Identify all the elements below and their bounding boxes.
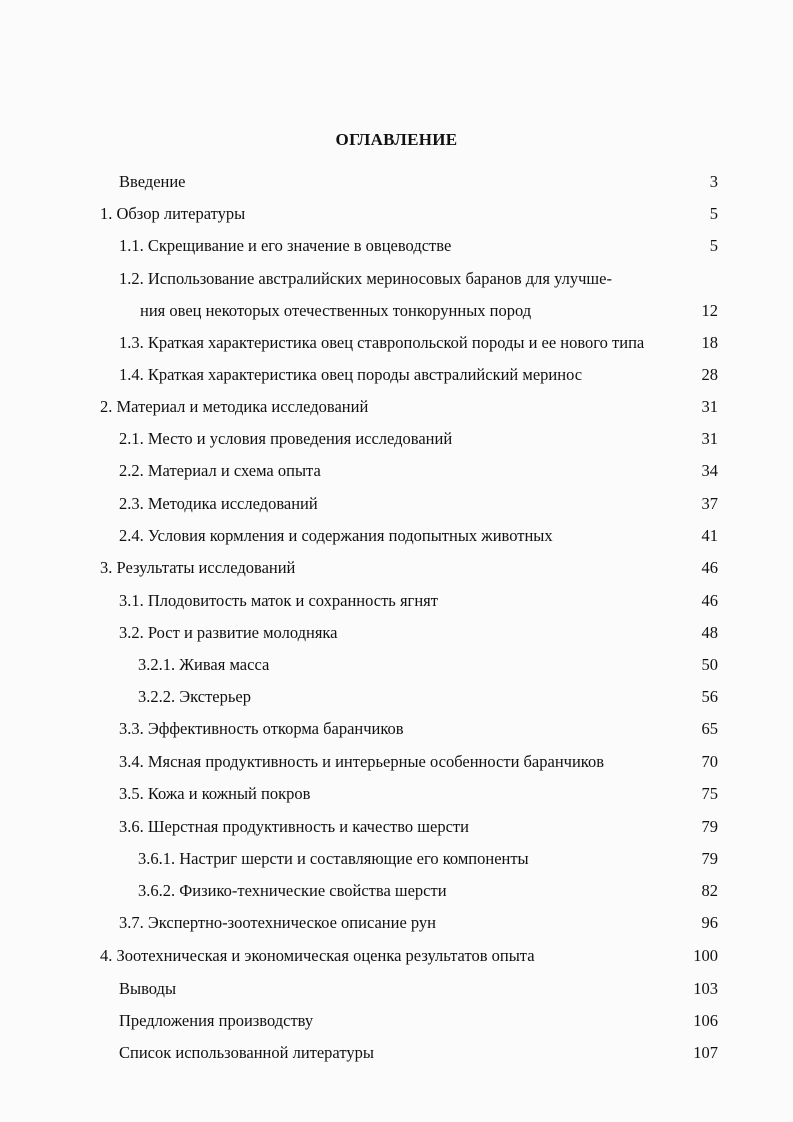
toc-entry-label: 2.4. Условия кормления и содержания подопытных животных (119, 526, 553, 545)
toc-entry (0, 423, 793, 455)
toc-entry (0, 230, 793, 262)
toc-entry-label: 2.2. Материал и схема опыта (119, 461, 321, 480)
toc-entry (0, 681, 793, 713)
toc-entry-label: 3.6.2. Физико-технические свойства шерсти (138, 881, 447, 900)
toc-entry-label: 2.3. Методика исследований (119, 494, 318, 513)
toc-entry-page: 75 (701, 784, 718, 803)
toc-entry-label: 2.1. Место и условия проведения исследований (119, 429, 453, 448)
toc-entry-label: 1.3. Краткая характеристика овец ставропольской породы и ее нового типа (119, 333, 645, 352)
toc-entry-page: 3 (709, 172, 718, 191)
toc-entry-page: 107 (693, 1043, 718, 1062)
toc-entry-page: 82 (701, 881, 718, 900)
toc-entry-label: 3.6.1. Настриг шерсти и составляющие его компоненты (138, 849, 529, 868)
toc-entry (0, 455, 793, 487)
toc-entry-label: 3.5. Кожа и кожный покров (119, 784, 311, 803)
toc-entry (0, 778, 793, 810)
toc-entry (0, 166, 793, 198)
toc-entry-page: 79 (701, 849, 718, 868)
toc-entry-page: 28 (701, 365, 718, 384)
toc-entry (0, 713, 793, 745)
toc-entry-label: 2. Материал и методика исследований (100, 397, 369, 416)
toc-entry (0, 843, 793, 875)
toc-entry-page: 5 (709, 236, 718, 255)
toc-entry-page: 103 (693, 979, 718, 998)
toc-entry-page: 50 (701, 655, 718, 674)
toc-entry (0, 198, 793, 230)
toc-entry-page: 79 (701, 817, 718, 836)
toc-entry-label: Предложения производству (119, 1011, 314, 1030)
toc-entry (0, 359, 793, 391)
toc-entry-label: 1. Обзор литературы (100, 204, 246, 223)
toc-entry-page: 41 (701, 526, 718, 545)
toc-entry-label: 3.4. Мясная продуктивность и интерьерные особенности баранчиков (119, 752, 605, 771)
toc-entry (0, 875, 793, 907)
toc-entry-label: Введение (119, 172, 186, 191)
toc-entry (0, 973, 793, 1005)
toc-entry-page: 46 (701, 591, 718, 610)
toc-entry-label: Список использованной литературы (119, 1043, 374, 1062)
toc-entry-label: Выводы (119, 979, 177, 998)
toc-entry (0, 263, 793, 295)
toc-entry-page: 100 (693, 946, 718, 965)
toc-entry-page: 31 (701, 397, 718, 416)
toc-entry-label: 3.3. Эффективность откорма баранчиков (119, 719, 404, 738)
toc-entry-page: 34 (701, 461, 718, 480)
toc-entry-label: 1.2. Использование австралийских мериносовых баранов для улучше- (119, 269, 612, 288)
toc-entry-page: 70 (701, 752, 718, 771)
toc-entry-page: 12 (701, 301, 718, 320)
toc-entry-page: 56 (701, 687, 718, 706)
toc-entry (0, 617, 793, 649)
toc-entry (0, 907, 793, 939)
toc-entry-page: 106 (693, 1011, 718, 1030)
toc-entry-label: 3.2.1. Живая масса (138, 655, 270, 674)
toc-entry (0, 649, 793, 681)
toc-entry (0, 520, 793, 552)
toc-entry-label: 3.7. Экспертно-зоотехническое описание рун (119, 913, 437, 932)
toc-entry (0, 295, 793, 327)
toc-entry-label: 3.2. Рост и развитие молодняка (119, 623, 338, 642)
toc-entry-page: 96 (701, 913, 718, 932)
toc-entry (0, 746, 793, 778)
toc-entry-label: 3.2.2. Экстерьер (138, 687, 251, 706)
toc-entry-page: 18 (701, 333, 718, 352)
toc-entry (0, 488, 793, 520)
toc-entry (0, 1037, 793, 1069)
toc-entry (0, 327, 793, 359)
toc-entry-page: 48 (701, 623, 718, 642)
toc-entry-page: 31 (701, 429, 718, 448)
toc-entry (0, 811, 793, 843)
toc-entry-label: ния овец некоторых отечественных тонкорунных пород (140, 301, 532, 320)
toc-entry-page: 65 (701, 719, 718, 738)
page-title: ОГЛАВЛЕНИЕ (335, 130, 458, 149)
toc-entry (0, 1005, 793, 1037)
toc-entry-label: 3. Результаты исследований (100, 558, 296, 577)
toc-entry-page: 46 (701, 558, 718, 577)
toc-entry-label: 3.1. Плодовитость маток и сохранность ягнят (119, 591, 438, 610)
toc-entry (0, 585, 793, 617)
toc-entry-page: 37 (701, 494, 718, 513)
toc-entry (0, 940, 793, 972)
toc-entry-label: 4. Зоотехническая и экономическая оценка результатов опыта (100, 946, 535, 965)
toc-entry (0, 552, 793, 584)
toc-entry-label: 1.1. Скрещивание и его значение в овцеводстве (119, 236, 452, 255)
toc-entry-label: 1.4. Краткая характеристика овец породы австралийский меринос (119, 365, 583, 384)
toc-entry-label: 3.6. Шерстная продуктивность и качество шерсти (119, 817, 469, 836)
toc-entry (0, 391, 793, 423)
toc-entry-page: 5 (709, 204, 718, 223)
